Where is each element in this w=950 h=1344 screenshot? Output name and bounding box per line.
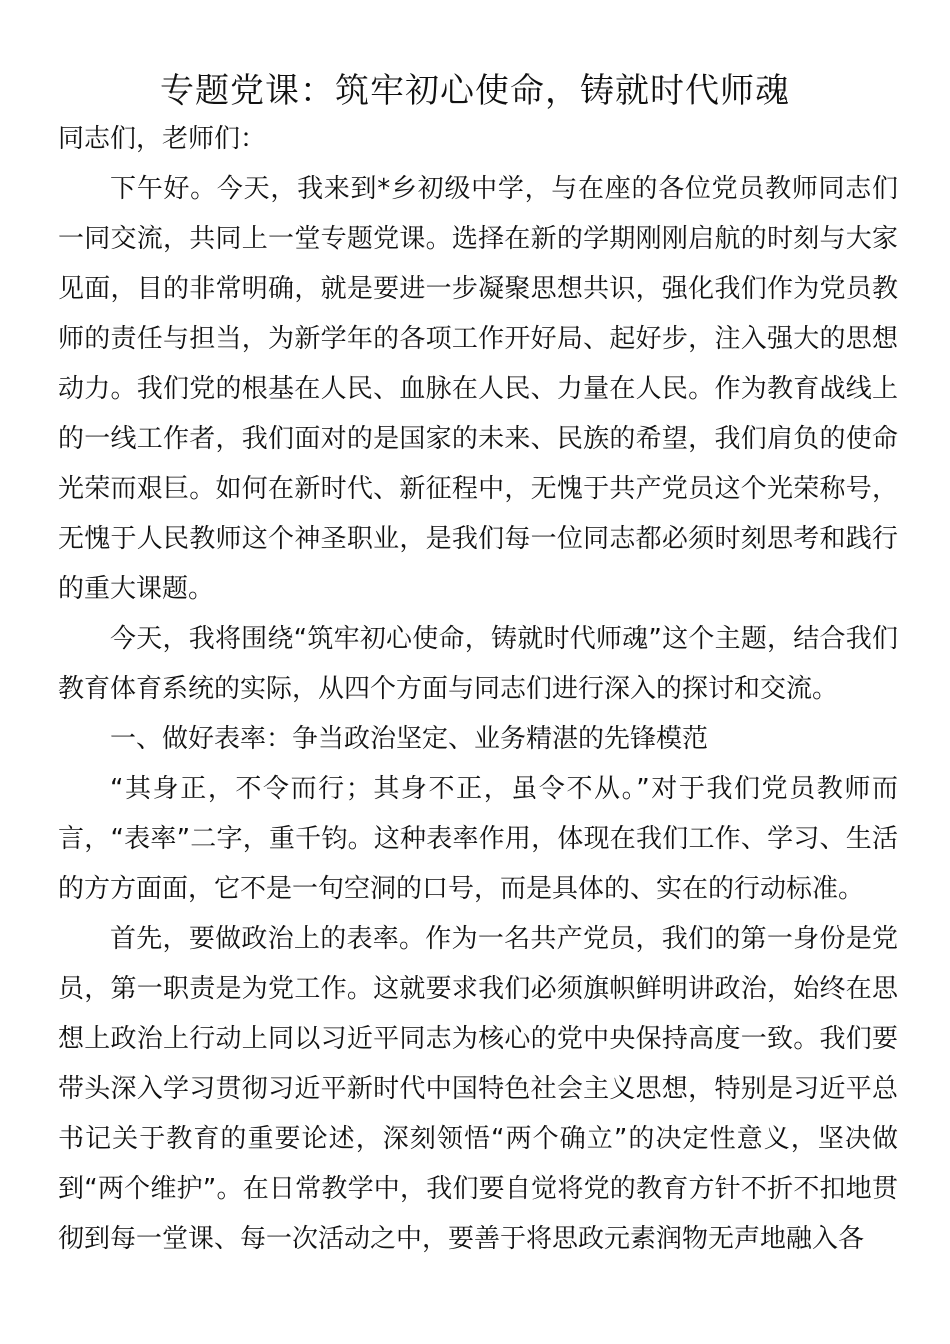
- document-body: [58, 114, 898, 1264]
- paragraph-political: 首先，要做政治上的表率。作为一名共产党员，我们的第一身份是党员，第一职责是为党工作。这就要求我们必须旗帜鲜明讲政治，始终在思想上政治上行动上同以习近平同志为核心的党中央保持高度一致。我们要带头深入学习贯彻习近平新时代中国特色社会主义思想，特别是习近平总书记关于教育的重要论述，深刻领悟“两个确立”的决定性意义，坚决做到“两个维护”。在日常教学中，我们要自觉将党的教育方针不折不扣地贯彻到每一堂课、每一次活动之中，要善于将思政元素润物无声地融入各: [58, 924, 898, 1254]
- paragraph-role-model: “其身正，不令而行；其身不正，虽令不从。”对于我们党员教师而言，“表率”二字，重千钧。这种表率作用，体现在我们工作、学习、生活的方方面面，它不是一句空洞的口号，而是具体的、实在的行动标准。: [58, 774, 898, 904]
- salutation: 同志们，老师们：: [58, 124, 267, 154]
- document-title: 专题党课：筑牢初心使命，铸就时代师魂: [160, 71, 790, 111]
- paragraph-topic: 今天，我将围绕“筑牢初心使命，铸就时代师魂”这个主题，结合我们教育体育系统的实际，从四个方面与同志们进行深入的探讨和交流。: [58, 624, 898, 704]
- paragraph-opening: 下午好。今天，我来到*乡初级中学，与在座的各位党员教师同志们一同交流，共同上一堂专题党课。选择在新的学期刚刚启航的时刻与大家见面，目的非常明确，就是要进一步凝聚思想共识，强化我们作为党员教师的责任与担当，为新学年的各项工作开好局、起好步，注入强大的思想动力。我们党的根基在人民、血脉在人民、力量在人民。作为教育战线上的一线工作者，我们面对的是国家的未来、民族的希望，我们肩负的使命光荣而艰巨。如何在新时代、新征程中，无愧于共产党员这个光荣称号，无愧于人民教师这个神圣职业，是我们每一位同志都必须时刻思考和践行的重大课题。: [58, 174, 898, 604]
- section-heading: 一、做好表率：争当政治坚定、业务精湛的先锋模范: [110, 724, 709, 754]
